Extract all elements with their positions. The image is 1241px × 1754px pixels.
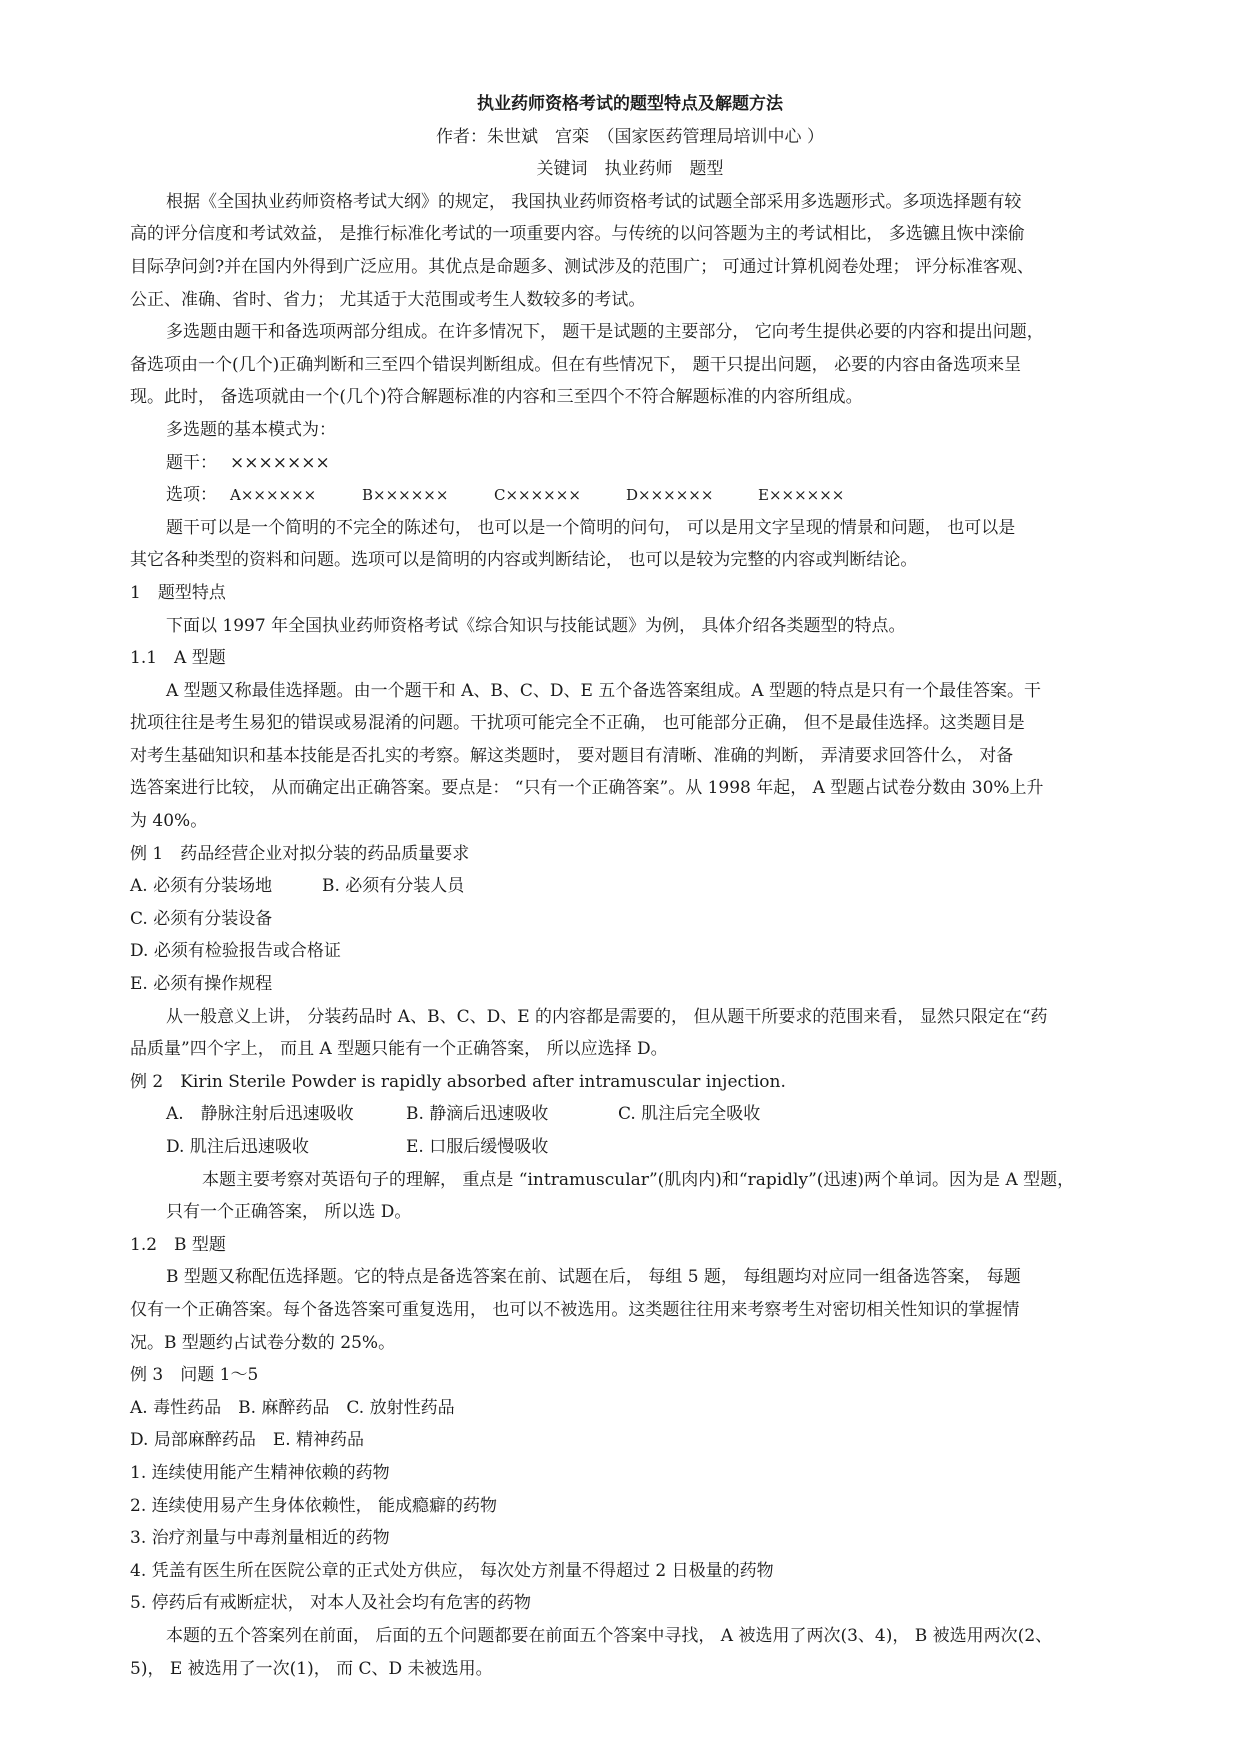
- paragraph-line: 多选题由题干和备选项两部分组成。在许多情况下， 题干是试题的主要部分， 它向考生提供必要的内容和提出问题，: [166, 322, 1044, 343]
- options-label: 选项：: [166, 485, 217, 506]
- example-option: D. 肌注后迅速吸收: [166, 1137, 309, 1157]
- paragraph-line: 5)， E 被选用了一次(1)， 而 C、D 未被选用。: [130, 1658, 493, 1679]
- option-template: C××××××: [494, 486, 581, 505]
- paragraph-line: 况。B 型题约占试卷分数的 25%。: [130, 1332, 396, 1353]
- example-question: 3. 治疗剂量与中毒剂量相近的药物: [130, 1528, 390, 1549]
- example-options-row: [130, 870, 1130, 903]
- paragraph-line: 其它各种类型的资料和问题。选项可以是简明的内容或判断结论， 也可以是较为完整的内容或判断结论。: [130, 550, 918, 571]
- stem-label: 题干：: [166, 452, 217, 473]
- paragraph-line: 对考生基础知识和基本技能是否扎实的考察。解这类题时， 要对题目有清晰、准确的判断， 弄清要求回答什么， 对备: [130, 745, 1014, 766]
- paragraph-line: 仅有一个正确答案。每个备选答案可重复选用， 也可以不被选用。这类题往往用来考察考生对密切相关性知识的掌握情: [130, 1299, 1020, 1320]
- paragraph-line: 目际孕问剑?并在国内外得到广泛应用。其优点是命题多、测试涉及的范围广； 可通过计算机阅卷处理； 评分标准客观、: [130, 256, 1034, 277]
- section-heading: 1 题型特点: [130, 582, 226, 603]
- example-question: 4. 凭盖有医生所在医院公章的正式处方供应， 每次处方剂量不得超过 2 日极量的药物: [130, 1560, 774, 1581]
- stem-template-line: [130, 447, 1130, 480]
- paragraph-line: 扰项往往是考生易犯的错误或易混淆的问题。干扰项可能完全不正确， 也可能部分正确， 但不是最佳选择。这类题目是: [130, 713, 1025, 734]
- example-options-row: [130, 1131, 1130, 1164]
- example-options-row: A. 毒性药品 B. 麻醉药品 C. 放射性药品: [130, 1397, 455, 1418]
- example-option: C. 肌注后完全吸收: [618, 1104, 761, 1125]
- option-template: E××××××: [758, 486, 845, 505]
- paragraph-line: 根据《全国执业药师资格考试大纲》的规定， 我国执业药师资格考试的试题全部采用多选题形式。多项选择题有较: [166, 191, 1022, 212]
- paragraph-line: B 型题又称配伍选择题。它的特点是备选答案在前、试题在后， 每组 5 题， 每组题均对应同一组备选答案， 每题: [166, 1267, 1021, 1288]
- keywords-line: 关键词 执业药师 题型: [536, 159, 724, 180]
- paragraph-line: 公正、准确、省时、省力； 尤其适于大范围或考生人数较多的考试。: [130, 289, 646, 310]
- example-title: 例 1 药品经营企业对拟分装的药品质量要求: [130, 843, 470, 864]
- example-options-row: D. 局部麻醉药品 E. 精神药品: [130, 1430, 365, 1451]
- paragraph-line: 选答案进行比较， 从而确定出正确答案。要点是： “只有一个正确答案”。从 1998 年起， A 型题占试卷分数由 30%上升: [130, 778, 1044, 799]
- options-template-line: [130, 479, 1130, 512]
- option-template: A××××××: [230, 486, 317, 505]
- paragraph-line: 下面以 1997 年全国执业药师资格考试《综合知识与技能试题》为例， 具体介绍各类题型的特点。: [166, 615, 906, 636]
- example-question: 5. 停药后有戒断症状， 对本人及社会均有危害的药物: [130, 1593, 532, 1614]
- example-option: B. 必须有分装人员: [322, 876, 465, 897]
- example-title: 例 2 Kirin Sterile Powder is rapidly absorbed after intramuscular injection.: [130, 1071, 786, 1092]
- example-question: 1. 连续使用能产生精神依赖的药物: [130, 1462, 390, 1483]
- stem-value: ×××××××: [230, 452, 330, 473]
- option-template: D××××××: [626, 486, 714, 505]
- example-option: B. 静滴后迅速吸收: [406, 1104, 549, 1125]
- example-options-row: [130, 1098, 1130, 1131]
- subsection-heading: 1.1 A 型题: [130, 648, 226, 669]
- paragraph-line: 本题主要考察对英语句子的理解， 重点是 “intramuscular”(肌肉内)和“rapidly”(迅速)两个单词。因为是 A 型题，: [202, 1169, 1075, 1190]
- example-option: A. 必须有分装场地: [130, 876, 273, 897]
- paragraph-line: 题干可以是一个简明的不完全的陈述句， 也可以是一个简明的问句， 可以是用文字呈现的情景和问题， 也可以是: [166, 517, 1016, 538]
- example-option: E. 口服后缓慢吸收: [406, 1137, 549, 1157]
- paragraph-line: 现。此时， 备选项就由一个(几个)符合解题标准的内容和三至四个不符合解题标准的内容所组成。: [130, 387, 863, 408]
- subsection-heading: 1.2 B 型题: [130, 1234, 226, 1255]
- document-page: [130, 88, 1130, 1685]
- document-title: 执业药师资格考试的题型特点及解题方法: [477, 94, 783, 114]
- example-option: E. 必须有操作规程: [130, 974, 273, 995]
- paragraph-line: A 型题又称最佳选择题。由一个题干和 A、B、C、D、E 五个备选答案组成。A 型题的特点是只有一个最佳答案。干: [166, 680, 1041, 701]
- paragraph-line: 本题的五个答案列在前面， 后面的五个问题都要在前面五个答案中寻找， A 被选用了两次(3、4)， B 被选用两次(2、: [166, 1625, 1053, 1646]
- paragraph-line: 从一般意义上讲， 分装药品时 A、B、C、D、E 的内容都是需要的， 但从题干所要求的范围来看， 显然只限定在“药: [166, 1006, 1048, 1027]
- example-question: 2. 连续使用易产生身体依赖性， 能成瘾癖的药物: [130, 1495, 498, 1516]
- example-option: D. 必须有检验报告或合格证: [130, 941, 341, 962]
- author-byline: 作者：朱世斌 宫栾 （国家医药管理局培训中心 ）: [436, 126, 824, 147]
- example-option: A. 静脉注射后迅速吸收: [166, 1104, 354, 1125]
- paragraph-line: 高的评分信度和考试效益， 是推行标准化考试的一项重要内容。与传统的以问答题为主的考试相比， 多选镳且恢中滦偷: [130, 224, 1025, 245]
- basic-mode-line: 多选题的基本模式为：: [166, 419, 336, 440]
- paragraph-line: 只有一个正确答案， 所以选 D。: [166, 1202, 412, 1223]
- paragraph-line: 为 40%。: [130, 811, 208, 832]
- paragraph-line: 品质量”四个字上， 而且 A 型题只能有一个正确答案， 所以应选择 D。: [130, 1039, 668, 1060]
- example-option: C. 必须有分装设备: [130, 908, 273, 929]
- example-title: 例 3 问题 1～5: [130, 1365, 259, 1386]
- option-template: B××××××: [362, 486, 449, 505]
- paragraph-line: 备选项由一个(几个)正确判断和三至四个错误判断组成。但在有些情况下， 题干只提出问题， 必要的内容由备选项来呈: [130, 354, 1022, 375]
